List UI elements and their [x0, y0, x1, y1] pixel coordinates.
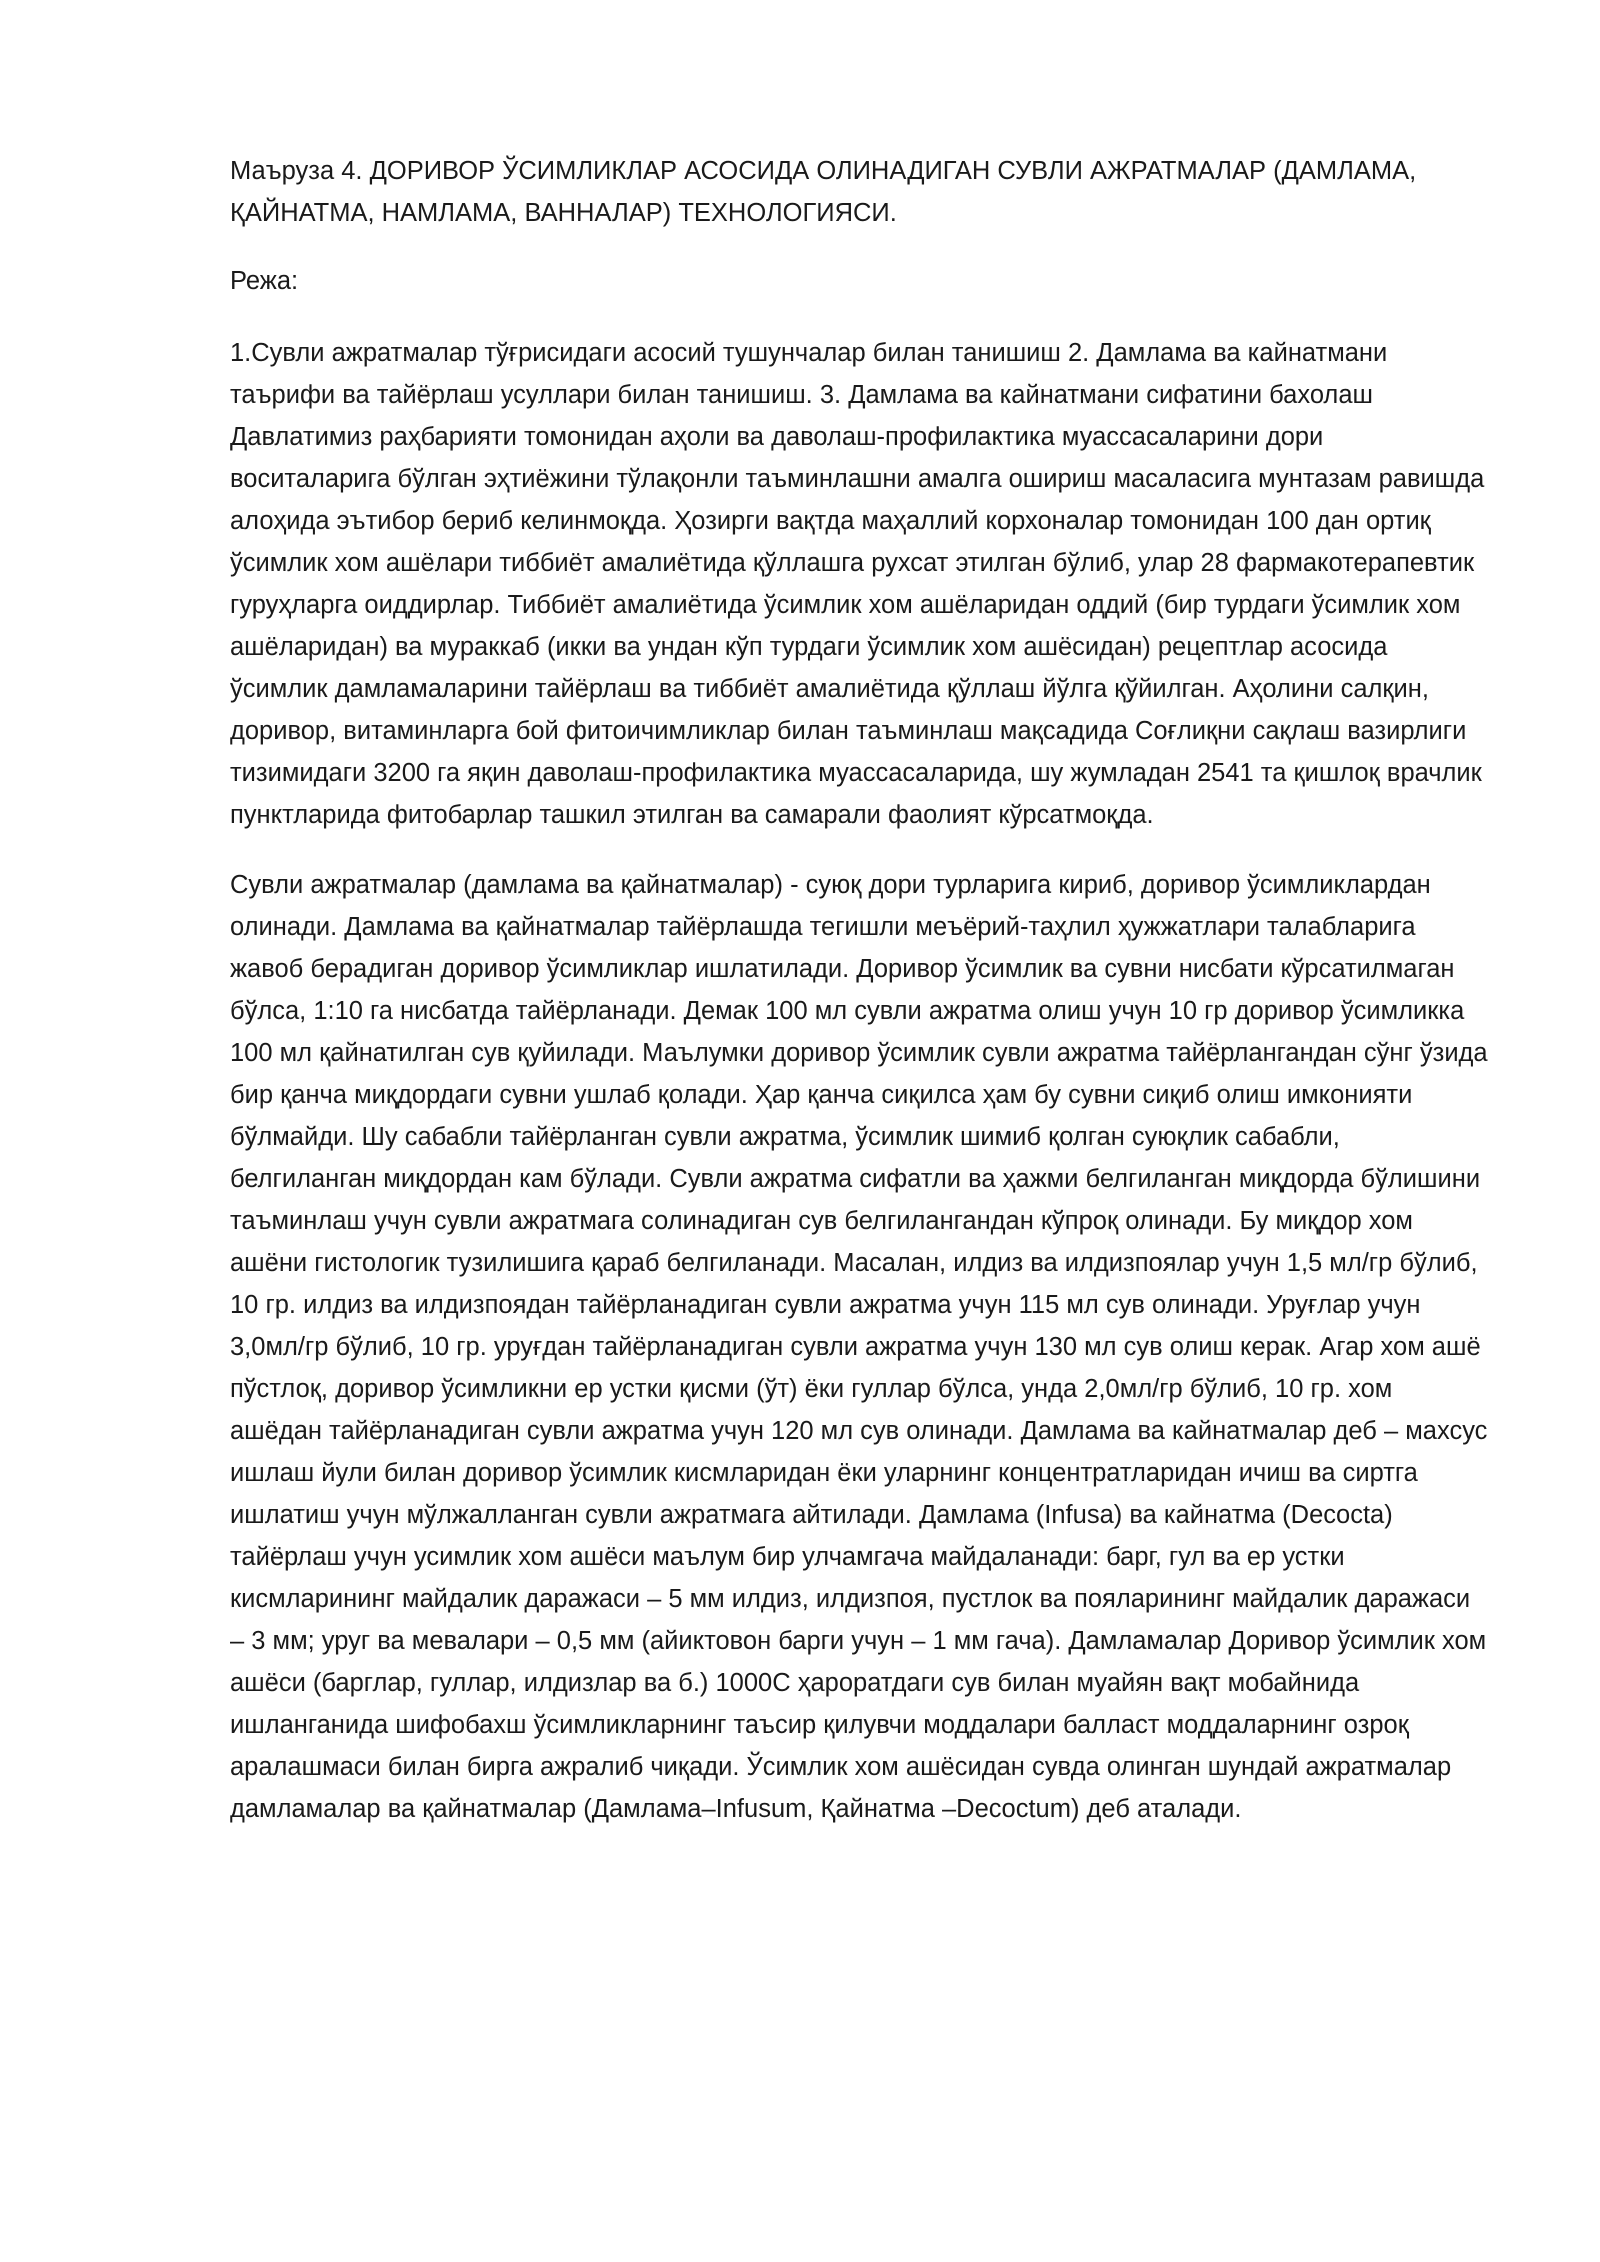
plan-label: Режа: [230, 267, 299, 295]
document-body [230, 150, 1490, 1830]
paragraph-aqueous-extracts: Сувли ажратмалар (дамлама ва қайнатмалар) - суюқ дори турларига кириб, доривор ўсимликлардан олинади. Дамлама ва қайнатмалар тайёрлашда тегишли меъёрий-таҳлил ҳужжатлари талабларига жавоб берадиган доривор ўсимликлар ишлатилади. Доривор ўсимлик ва сувни нисбати кўрсатилмаган бўлса, 1:10 га нисбатда тайёрланади. Демак 100 мл сувли ажратма олиш учун 10 гр доривор ўсимликка 100 мл қайнатилган сув қуйилади. Маълумки доривор ўсимлик сувли ажратма тайёрлангандан сўнг ўзида бир қанча миқдордаги сувни ушлаб қолади. Ҳар қанча сиқилса ҳам бу сувни сиқиб олиш имконияти бўлмайди. Шу сабабли тайёрланган сувли ажратма, ўсимлик шимиб қолган суюқлик сабабли, белгиланган миқдордан кам бўлади. Сувли ажратма сифатли ва ҳажми белгиланган миқдорда бўлишини таъминлаш учун сувли ажратмага солинадиган сув белгилангандан кўпроқ олинади. Бу миқдор хом ашёни гистологик тузилишига қараб белгиланади. Масалан, илдиз ва илдизпоялар учун 1,5 мл/гр бўлиб, 10 гр. илдиз ва илдизпоядан тайёрланадиган сувли ажратма учун 115 мл сув олинади. Уруғлар учун 3,0мл/гр бўлиб, 10 гр. уруғдан тайёрланадиган сувли ажратма учун 130 мл сув олиш керак. Агар хом ашё пўстлоқ, доривор ўсимликни ер устки қисми (ўт) ёки гуллар бўлса, унда 2,0мл/гр бўлиб, 10 гр. хом ашёдан тайёрланадиган сувли ажратма учун 120 мл сув олинади. Дамлама ва кайнатмалар деб – махсус ишлаш йули билан доривор ўсимлик кисмларидан ёки уларнинг концентратларидан ичиш ва сиртга ишлатиш учун мўлжалланган сувли ажратмага айтилади. Дамлама (Infusa) ва кайнатма (Decocta) тайёрлаш учун усимлик хом ашёси маълум бир улчамгача майдаланади: барг, гул ва ер устки кисмларининг майдалик даражаси – 5 мм илдиз, илдизпоя, пустлок ва пояларининг майдалик даражаси – 3 мм; уруг ва мевалари – 0,5 мм (айиктовон барги учун – 1 мм гача). Дамламалар Доривор ўсимлик хом ашёси (барглар, гуллар, илдизлар ва б.) 1000С ҳароратдаги сув билан муайян вақт мобайнида ишланганида шифобахш ўсимликларнинг таъсир қилувчи моддалари балласт моддаларнинг озроқ аралашмаси билан бирга ажралиб чиқади. Ўсимлик хом ашёсидан сувда олинган шундай ажратмалар дамламалар ва қайнатмалар (Дамлама–Infusum, Қайнатма –Decoctum) деб аталади. [230, 871, 1488, 1823]
paragraph-intro: 1.Сувли ажратмалар тўғрисидаги асосий тушунчалар билан танишиш 2. Дамлама ва кайнатмани таърифи ва тайёрлаш усуллари билан танишиш. 3. Дамлама ва кайнатмани сифатини бахолаш Давлатимиз раҳбарияти томонидан аҳоли ва даволаш-профилактика муассасаларини дори воситаларига бўлган эҳтиёжини тўлақонли таъминлашни амалга ошириш масаласига мунтазам равишда алоҳида эътибор бериб келинмоқда. Ҳозирги вақтда маҳаллий корхоналар томонидан 100 дан ортиқ ўсимлик хом ашёлари тиббиёт амалиётида қўллашга рухсат этилган бўлиб, улар 28 фармакотерапевтик гуруҳларга оиддирлар. Тиббиёт амалиётида ўсимлик хом ашёларидан оддий (бир турдаги ўсимлик хом ашёларидан) ва мураккаб (икки ва ундан кўп турдаги ўсимлик хом ашёсидан) рецептлар асосида ўсимлик дамламаларини тайёрлаш ва тиббиёт амалиётида қўллаш йўлга қўйилган. Аҳолини салқин, доривор, витаминларга бой фитоичимликлар билан таъминлаш мақсадида Соғлиқни сақлаш вазирлиги тизимидаги 3200 га яқин даволаш-профилактика муассасаларида, шу жумладан 2541 та қишлоқ врачлик пунктларида фитобарлар ташкил этилган ва самарали фаолият кўрсатмоқда. [230, 339, 1485, 829]
lecture-heading: Маъруза 4. ДОРИВОР ЎСИМЛИКЛАР АСОСИДА ОЛИНАДИГАН СУВЛИ АЖРАТМАЛАР (ДАМЛАМА, ҚАЙНАТМА, НАМЛАМА, ВАННАЛАР) ТЕХНОЛОГИЯСИ. [230, 157, 1417, 227]
